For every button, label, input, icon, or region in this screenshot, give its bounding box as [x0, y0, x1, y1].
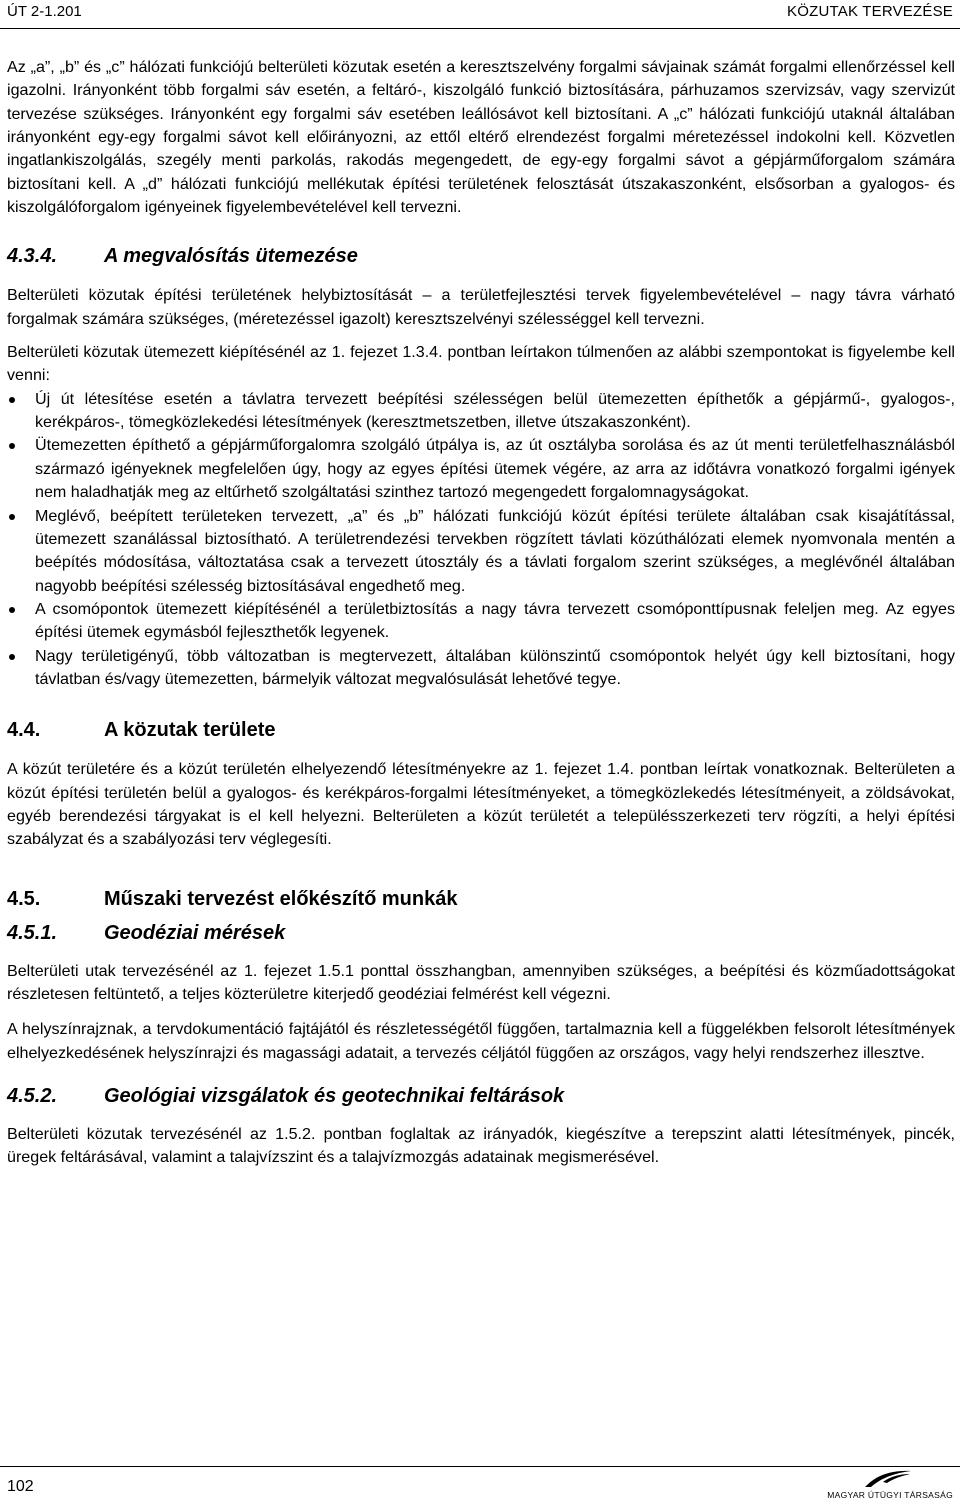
section-number: 4.5.2.: [7, 1085, 58, 1107]
publisher-name: MAGYAR ÚTÜGYI TÁRSASÁG: [827, 1490, 953, 1500]
section-heading-4-5: [7, 886, 955, 912]
publisher-logo: [813, 1468, 953, 1502]
bullet-icon: [9, 443, 15, 449]
page-number: 102: [7, 1478, 34, 1495]
section-number: 4.5.1.: [7, 921, 58, 944]
section-number: 4.5.: [7, 887, 41, 910]
paragraph: Belterületi közutak tervezésénél az 1.5.2. pontban foglaltak az irányadók, kiegészítve a terepszint alatti létesítmények, pincék, üregek feltárásával, valamint a talajvízszint és a talajvízmozgás adatainak megismerésével.: [7, 1125, 955, 1167]
header-chapter-title: KÖZUTAK TERVEZÉSE: [787, 3, 953, 20]
footer-divider: [0, 1466, 960, 1467]
paragraph: A közút területére és a közút területén elhelyezendő létesítményekre az 1. fejezet 1.4. pontban leírtak vonatkoznak. Belterületen a közút építési területén belül a gyalogos- és kerékpáros-forgalmi létesítményeket, a tömegközlekedés létesítményeit, a zöldsávokat, egyéb berendezési tárgyakat is el kell helyezni. Belterületen a közút területét a településszerkezeti terv rögzíti, a helyi építési szabályzat és a szabályozási terv véglegesíti.: [7, 760, 955, 849]
paragraph: A helyszínrajznak, a tervdokumentáció fajtájától és részletességétől függően, tartalmaznia kell a függelékben felsorolt létesítmények elhelyezkedésének helyszínrajzi és magassági adatait, a tervezés céljától függően az országos, vagy helyi rendszerhez illesztve.: [7, 1020, 955, 1062]
list-item: Meglévő, beépített területeken tervezett, „a” és „b” hálózati funkciójú közút építési területe általában csak kisajátítással, ütemezett szanálással biztosítható. A területrendezési tervekben rögzített távlati közúthálózati elemek nyomvonala mentén a beépítés módosítása, változtatása csak a tervezett útosztály és a távlati forgalom szerint szükséges, a meglévőnél általában nagyobb beépítési szélesség biztosításával engedhető meg.: [7, 505, 955, 598]
section-title: Műszaki tervezést előkészítő munkák: [104, 887, 458, 910]
intro-paragraph: Az „a”, „b” és „c” hálózati funkciójú belterületi közutak esetén a keresztszelvény forgalmi sávjainak számát forgalmi ellenőrzéssel kell igazolni. Irányonként több forgalmi sáv esetén, a feltáró-, kiszolgáló funkció biztosítására, párhuzamos szervizsáv, vagy szervizút tervezése szükséges. Irányonként egy forgalmi sáv esetében leállósávot kell biztosítani. A „c” hálózati funkciójú utaknál általában irányonként egy-egy forgalmi sávot kell előirányozni, az ettől eltérő elrendezést forgalmi méretezéssel indokolni kell. Közvetlen ingatlankiszolgálás, szegély menti parkolás, rakodás megengedett, de egy-egy forgalmi sávot a gépjárműforgalom számára biztosítani kell. A „d” hálózati funkciójú mellékutak építési területének felosztását útszakaszonként, elsősorban a gyalogos- és kiszolgálóforgalom igényeinek figyelembevételével kell tervezni.: [7, 58, 955, 217]
list-item: Nagy területigényű, több változatban is megtervezett, általában különszintű csomópontok helyét úgy kell biztosítani, hogy távlatban és/vagy ütemezetten, bármelyik változat megvalósulását lehetővé tegye.: [7, 645, 955, 692]
section-title: Geodéziai mérések: [104, 921, 286, 944]
page-footer: [0, 1460, 960, 1504]
page-header: [0, 0, 960, 30]
header-document-code: ÚT 2-1.201: [7, 3, 82, 20]
section-number: 4.4.: [7, 719, 41, 742]
section-heading-4-5-2: [7, 1083, 955, 1109]
section-title: A közutak területe: [104, 719, 276, 742]
page-content: [7, 56, 955, 1170]
section-heading-4-4: [7, 717, 955, 743]
section-title: A megvalósítás ütemezése: [104, 245, 358, 268]
bullet-list: [7, 388, 955, 691]
section-title: Geológiai vizsgálatok és geotechnikai feltárások: [104, 1085, 565, 1107]
paragraph: Belterületi közutak építési területének helybiztosítását – a területfejlesztési tervek figyelembevételével – nagy távra várható forgalmak számára szükséges, (méretezéssel igazolt) keresztszelvényi szélességgel kell tervezni.: [7, 286, 955, 328]
paragraph: Belterületi közutak ütemezett kiépítésénél az 1. fejezet 1.3.4. pontban leírtakon túlmenően az alábbi szempontokat is figyelembe kell venni:: [7, 343, 955, 385]
section-heading-4-5-1: [7, 920, 955, 946]
section-heading-4-3-4: [7, 243, 955, 269]
road-swoosh-icon: [863, 1468, 913, 1488]
section-number: 4.3.4.: [7, 245, 58, 268]
bullet-icon: [9, 654, 15, 660]
list-item: Ütemezetten építhető a gépjárműforgalomra szolgáló útpálya is, az út osztályba sorolása és az út menti területfelhasználásból származó igényeknek megfelelően úgy, hogy az egyes építési ütemek végére, az arra az időtávra vonatkozó forgalmi igények nem haladhatják meg az eltűrhető szolgáltatási szinthez tartozó megengedett forgalomnagyságokat.: [7, 434, 955, 504]
header-divider: [0, 28, 960, 29]
bullet-icon: [9, 397, 15, 403]
bullet-icon: [9, 607, 15, 613]
bullet-icon: [9, 514, 15, 520]
list-item: Új út létesítése esetén a távlatra tervezett beépítési szélességen belül ütemezetten építhetők a gépjármű-, gyalogos-, kerékpáros-, tömegközlekedési létesítmények (keresztmetszetben, illetve útszakaszonként).: [7, 388, 955, 435]
paragraph: Belterületi utak tervezésénél az 1. fejezet 1.5.1 ponttal összhangban, amennyiben szükséges, a beépítési és közműadottságokat részletesen feltüntető, a teljes közterületre kiterjedő geodéziai felmérést kell végezni.: [7, 961, 955, 1003]
list-item: A csomópontok ütemezett kiépítésénél a területbiztosítás a nagy távra tervezett csomóponttípusnak feleljen meg. Az egyes építési ütemek egymásból fejleszthetők legyenek.: [7, 598, 955, 645]
